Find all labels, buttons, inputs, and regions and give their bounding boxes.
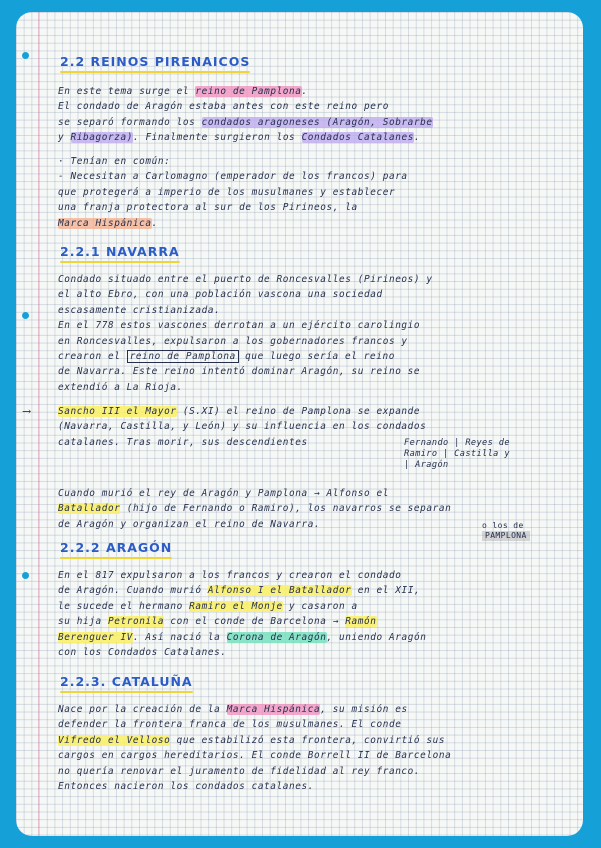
paragraph-navarra bbox=[58, 272, 558, 395]
text-run: que estabilizó esta frontera, convirtió sus bbox=[170, 734, 446, 746]
highlighted-term: Marca Hispánica bbox=[226, 704, 321, 715]
text-line bbox=[58, 200, 558, 215]
text-line bbox=[58, 84, 558, 99]
text-line bbox=[58, 717, 558, 732]
paragraph-cataluna bbox=[58, 702, 558, 794]
text-line bbox=[58, 645, 558, 660]
margin-line bbox=[38, 12, 39, 836]
binder-hole bbox=[22, 312, 29, 319]
text-run: · Tenían en común: bbox=[58, 156, 171, 167]
highlighted-term: Corona de Aragón bbox=[226, 631, 327, 643]
text-run: y casaron a bbox=[282, 600, 358, 612]
highlighted-term: Vifredo el Velloso bbox=[58, 734, 171, 746]
heading-navarra: 2.2.1 NAVARRA bbox=[60, 244, 180, 259]
text-line bbox=[58, 419, 558, 434]
text-line bbox=[58, 154, 558, 169]
text-line bbox=[58, 185, 558, 200]
highlighted-term: Ribagorza) bbox=[70, 132, 133, 144]
text-run: surge el bbox=[139, 86, 196, 97]
heading-cataluna: 2.2.3. CATALUÑA bbox=[60, 674, 193, 689]
text-run: no quería renovar el juramento de fidelidad al rey franco. bbox=[58, 765, 421, 777]
text-line bbox=[58, 614, 558, 629]
text-line bbox=[58, 568, 558, 583]
text-run: . bbox=[301, 86, 308, 97]
highlighted-term: Sancho III el Mayor bbox=[58, 406, 177, 417]
text-line bbox=[58, 583, 558, 598]
text-run: catalanes. Tras morir, sus descendientes bbox=[58, 436, 308, 448]
text-run: que protegerá a imperio de los musulmanes y establecer bbox=[58, 186, 396, 198]
text-run: Entonces nacieron los condados catalanes. bbox=[58, 780, 315, 792]
text-line bbox=[58, 630, 558, 645]
notebook-page bbox=[16, 12, 583, 836]
text-line bbox=[58, 272, 558, 287]
text-line bbox=[58, 486, 558, 501]
text-line bbox=[58, 501, 558, 516]
highlighted-term: Berenguer IV bbox=[58, 631, 133, 643]
text-line bbox=[58, 349, 558, 364]
text-run: , uniendo Aragón bbox=[326, 631, 427, 643]
text-run: en el XII, bbox=[351, 585, 421, 597]
text-run: (S.XI) el reino de Pamplona se expande bbox=[176, 406, 421, 417]
text-run: Condado situado entre el puerto de Roncesvalles (Pirineos) y bbox=[58, 274, 433, 285]
text-line bbox=[58, 169, 558, 184]
text-run: de Aragón. Cuando murió bbox=[58, 585, 208, 597]
text-line bbox=[58, 599, 558, 614]
text-run: con los Condados Catalanes. bbox=[58, 646, 227, 658]
text-run: En el 778 estos vascones derrotan a un ejército carolingio bbox=[58, 320, 421, 332]
text-line bbox=[58, 216, 558, 231]
text-line bbox=[58, 702, 558, 717]
text-line bbox=[58, 764, 558, 779]
text-run: que luego sería el reino bbox=[238, 350, 395, 362]
text-line bbox=[58, 303, 558, 318]
highlighted-term: Ramiro el Monje bbox=[189, 600, 283, 612]
text-line bbox=[58, 130, 558, 145]
text-run: una franja protectora al sur de los Pirineos, la bbox=[58, 202, 358, 214]
highlighted-term: Marca Hispánica bbox=[58, 217, 152, 229]
text-line bbox=[58, 779, 558, 794]
boxed-term: reino de Pamplona bbox=[127, 350, 239, 363]
text-run: Cuando murió el rey de Aragón y Pamplona → Alfonso el bbox=[58, 488, 389, 499]
text-run: , su misión es bbox=[320, 704, 408, 715]
text-line bbox=[58, 318, 558, 333]
text-run: - Necesitan a Carlomagno (emperador de los francos) para bbox=[58, 171, 408, 183]
margin-note-pamplona: o los de PAMPLONA bbox=[482, 521, 530, 541]
text-run: defender la frontera franca de los musulmanes. El conde bbox=[58, 719, 402, 731]
heading-aragon: 2.2.2 ARAGÓN bbox=[60, 540, 172, 555]
text-run: . bbox=[413, 132, 421, 144]
highlighted-term: condados aragoneses (Aragón, Sobrarbe bbox=[201, 116, 433, 128]
note-descendants: Fernando | Reyes de Ramiro | Castilla y | Aragón bbox=[404, 438, 510, 470]
text-run: con el conde de Barcelona → bbox=[164, 616, 346, 628]
highlighted-term: Petronila bbox=[107, 616, 165, 628]
highlighted-term: Condados Catalanes bbox=[301, 132, 414, 144]
text-run: . Así nació la bbox=[132, 631, 227, 643]
paragraph-intro bbox=[58, 84, 558, 146]
text-run: de Navarra. Este reino intentó dominar Aragón, su reino se bbox=[58, 366, 421, 378]
highlighted-term: Ramón bbox=[345, 616, 377, 628]
text-run: escasamente cristianizada. bbox=[58, 304, 221, 316]
text-run: . Finalmente surgieron los bbox=[132, 132, 302, 144]
text-run: Nace por la creación de la bbox=[58, 704, 227, 715]
text-line bbox=[58, 287, 558, 302]
text-run: le sucede el hermano bbox=[58, 600, 190, 612]
text-run: de Aragón y organizan el reino de Navarra. bbox=[58, 518, 321, 530]
text-run: crearon el bbox=[58, 350, 127, 362]
text-run: (hijo de Fernando o Ramiro), los navarros se separan bbox=[120, 503, 452, 515]
text-run: su hija bbox=[58, 616, 108, 628]
text-run: En este tema bbox=[58, 86, 140, 97]
heading-reinos-pirenaicos: 2.2 REINOS PIRENAICOS bbox=[60, 54, 250, 69]
arrow-icon: → bbox=[22, 405, 32, 418]
text-run: y bbox=[58, 132, 71, 144]
highlighted-term: Alfonso I el Batallador bbox=[207, 585, 352, 597]
text-line bbox=[58, 115, 558, 130]
text-run: en Roncesvalles, expulsaron a los gobernadores francos y bbox=[58, 335, 408, 347]
paragraph-common bbox=[58, 154, 558, 231]
text-line bbox=[58, 380, 558, 395]
text-line bbox=[58, 748, 558, 763]
text-run: cargos en cargos hereditarios. El conde Borrell II de Barcelona bbox=[58, 750, 452, 762]
binder-hole bbox=[22, 52, 29, 59]
text-run: (Navarra, Castilla, y León) y su influencia en los condados bbox=[58, 421, 427, 433]
text-line bbox=[58, 364, 558, 379]
text-run: El condado de Aragón estaba antes con este reino pero bbox=[58, 101, 389, 113]
text-run: se separó formando los bbox=[58, 116, 202, 128]
text-run: extendió a La Rioja. bbox=[58, 381, 183, 393]
paragraph-aragon bbox=[58, 568, 558, 660]
highlighted-term: Batallador bbox=[58, 503, 121, 515]
text-line bbox=[58, 334, 558, 349]
text-run: . bbox=[151, 217, 158, 229]
text-line bbox=[58, 733, 558, 748]
binder-hole bbox=[22, 572, 29, 579]
text-run: el alto Ebro, con una población vascona una sociedad bbox=[58, 289, 383, 301]
text-line bbox=[58, 99, 558, 114]
text-run: En el 817 expulsaron a los francos y crearon el condado bbox=[58, 570, 402, 581]
text-line bbox=[58, 404, 558, 419]
highlighted-term: reino de Pamplona bbox=[195, 86, 302, 97]
